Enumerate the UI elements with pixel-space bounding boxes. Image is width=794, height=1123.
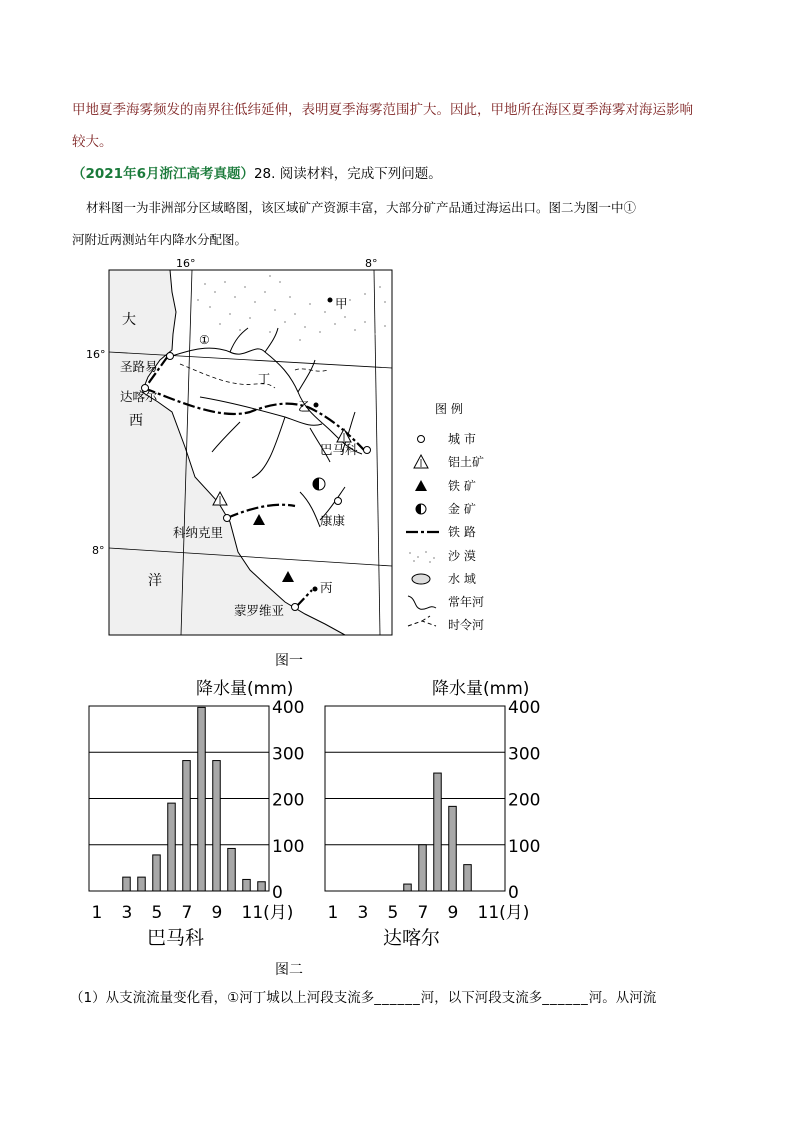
city-kankan-marker [335, 498, 342, 505]
lon-label-16: 16° [176, 257, 196, 270]
label-yi: 乙 [298, 399, 311, 414]
chart-0-bar [228, 848, 236, 891]
material-line-2: 河附近两测站年内降水分配图。 [72, 232, 248, 247]
chart-1-xtick: 5 [387, 903, 399, 923]
chart-1-bar [464, 865, 472, 891]
chart-1-bar [434, 773, 442, 891]
chart-1-station: 达喀尔 [383, 927, 441, 949]
chart-1-ytick: 400 [508, 698, 541, 718]
chart-0-xtick: 1 [91, 903, 103, 923]
chart-0-xtick: 7 [181, 903, 193, 923]
sub1-text-mid: 河，以下河段支流多 [420, 990, 543, 1006]
label-conakry: 科纳克里 [173, 525, 224, 540]
legend-desert: 沙 漠 [448, 549, 476, 563]
question-number: 28. 阅读材料，完成下列问题。 [253, 166, 442, 182]
figure1-caption: 图一 [275, 653, 303, 669]
map-legend [406, 401, 484, 632]
material-line-1: 材料图一为非洲部分区域略图，该区域矿产资源丰富，大部分矿产品通过海运出口。图二为图一中① [86, 200, 637, 215]
answer-blank-1[interactable]: ______ [374, 990, 421, 1006]
legend-seasonal-river: 时令河 [448, 618, 485, 632]
chart-1-bar [404, 884, 412, 891]
chart-1-xtick: 11(月) [477, 903, 530, 923]
map-figure [80, 252, 510, 647]
ocean-char-2: 西 [129, 413, 143, 429]
chart-1-xtick: 9 [447, 903, 459, 923]
chart-1-ytick: 100 [508, 836, 541, 857]
chart-0-bar [168, 803, 176, 891]
iron-icon-1 [253, 514, 265, 525]
chart-0-xtick: 3 [121, 903, 133, 923]
chart-0-xtick: 9 [211, 903, 223, 923]
chart-1-bar [449, 806, 457, 891]
label-monrovia: 蒙罗维亚 [234, 603, 285, 618]
point-yi [314, 403, 319, 408]
chart-1-xtick: 7 [417, 903, 429, 923]
answer-line-1: 甲地夏季海雾频发的南界往低纬延伸，表明夏季海雾范围扩大。因此，甲地所在海区夏季海雾对海运影响 [72, 102, 693, 118]
legend-gold: 金 矿 [448, 502, 476, 516]
chart-1-xtick: 3 [357, 903, 369, 923]
answer-line-2: 较大。 [72, 134, 113, 150]
city-stluis-marker [167, 353, 174, 360]
chart-0-bar [213, 761, 221, 891]
ocean-char-1: 大 [122, 312, 136, 328]
chart-0-xtick: 11(月) [241, 903, 294, 923]
label-dakar: 达喀尔 [120, 389, 158, 404]
chart-0-ytick: 0 [272, 883, 283, 903]
label-kankan: 康康 [320, 513, 346, 528]
chart-0-xtick: 5 [151, 903, 163, 923]
chart-1-ylabel: 降水量(mm) [432, 679, 530, 699]
question-source: （2021年6月浙江高考真题） [72, 166, 254, 182]
legend-bauxite: 铝土矿 [448, 455, 485, 469]
precipitation-charts [80, 672, 550, 957]
chart-0-bar [153, 855, 161, 891]
coastline [109, 270, 345, 635]
chart-1-ytick: 0 [508, 883, 519, 903]
seasonal-rivers [180, 364, 328, 388]
sub1-text-end: 河。从河流 [588, 990, 657, 1006]
chart-0-ytick: 300 [272, 744, 305, 765]
chart-0-bar [258, 882, 266, 891]
chart-0-bar [198, 707, 206, 891]
label-ding: 丁 [258, 372, 271, 386]
legend-railway: 铁 路 [448, 525, 476, 539]
lat-label-8: 8° [92, 544, 105, 557]
chart-0-bar [243, 879, 251, 891]
lon-8-line [374, 270, 380, 635]
label-bamako: 巴马科 [320, 442, 358, 457]
point-bing [313, 587, 318, 592]
city-monrovia-marker [292, 604, 299, 611]
chart-0-bar [123, 877, 131, 891]
chart-0-ylabel: 降水量(mm) [196, 679, 294, 699]
chart-0-bar [183, 761, 191, 891]
chart-1-ytick: 200 [508, 790, 541, 811]
chart-1-ytick: 300 [508, 744, 541, 765]
point-jia [328, 298, 333, 303]
chart-0-station: 巴马科 [147, 927, 205, 949]
label-jia: 甲 [335, 296, 348, 311]
answer-blank-2[interactable]: ______ [542, 990, 589, 1006]
legend-water: 水 域 [448, 572, 476, 586]
iron-icon-2 [282, 571, 294, 582]
city-bamako-marker [364, 447, 371, 454]
legend-title: 图 例 [435, 402, 463, 416]
label-stluis: 圣路易 [120, 359, 158, 374]
chart-0-ytick: 100 [272, 836, 305, 857]
chart-0-ytick: 400 [272, 698, 305, 718]
chart-0-ytick: 200 [272, 790, 305, 811]
chart-0-bar [138, 877, 146, 891]
legend-iron: 铁 矿 [448, 479, 476, 493]
lat-label-16: 16° [86, 348, 106, 361]
label-river1: ① [199, 333, 210, 347]
figure2-caption: 图二 [275, 962, 303, 978]
label-bing: 丙 [320, 580, 333, 595]
sub-question-1 [70, 988, 656, 1008]
ocean-char-3: 洋 [148, 573, 162, 589]
desert-area [197, 275, 386, 341]
question-header [72, 164, 442, 184]
city-conakry-marker [224, 515, 231, 522]
sub1-text-start: （1）从支流流量变化看，①河丁城以上河段支流多 [70, 990, 375, 1006]
chart-1-xtick: 1 [327, 903, 339, 923]
legend-perennial-river: 常年河 [448, 595, 485, 609]
lon-label-8: 8° [365, 257, 378, 270]
chart-1-bar [419, 845, 427, 891]
legend-city: 城 市 [448, 432, 476, 446]
